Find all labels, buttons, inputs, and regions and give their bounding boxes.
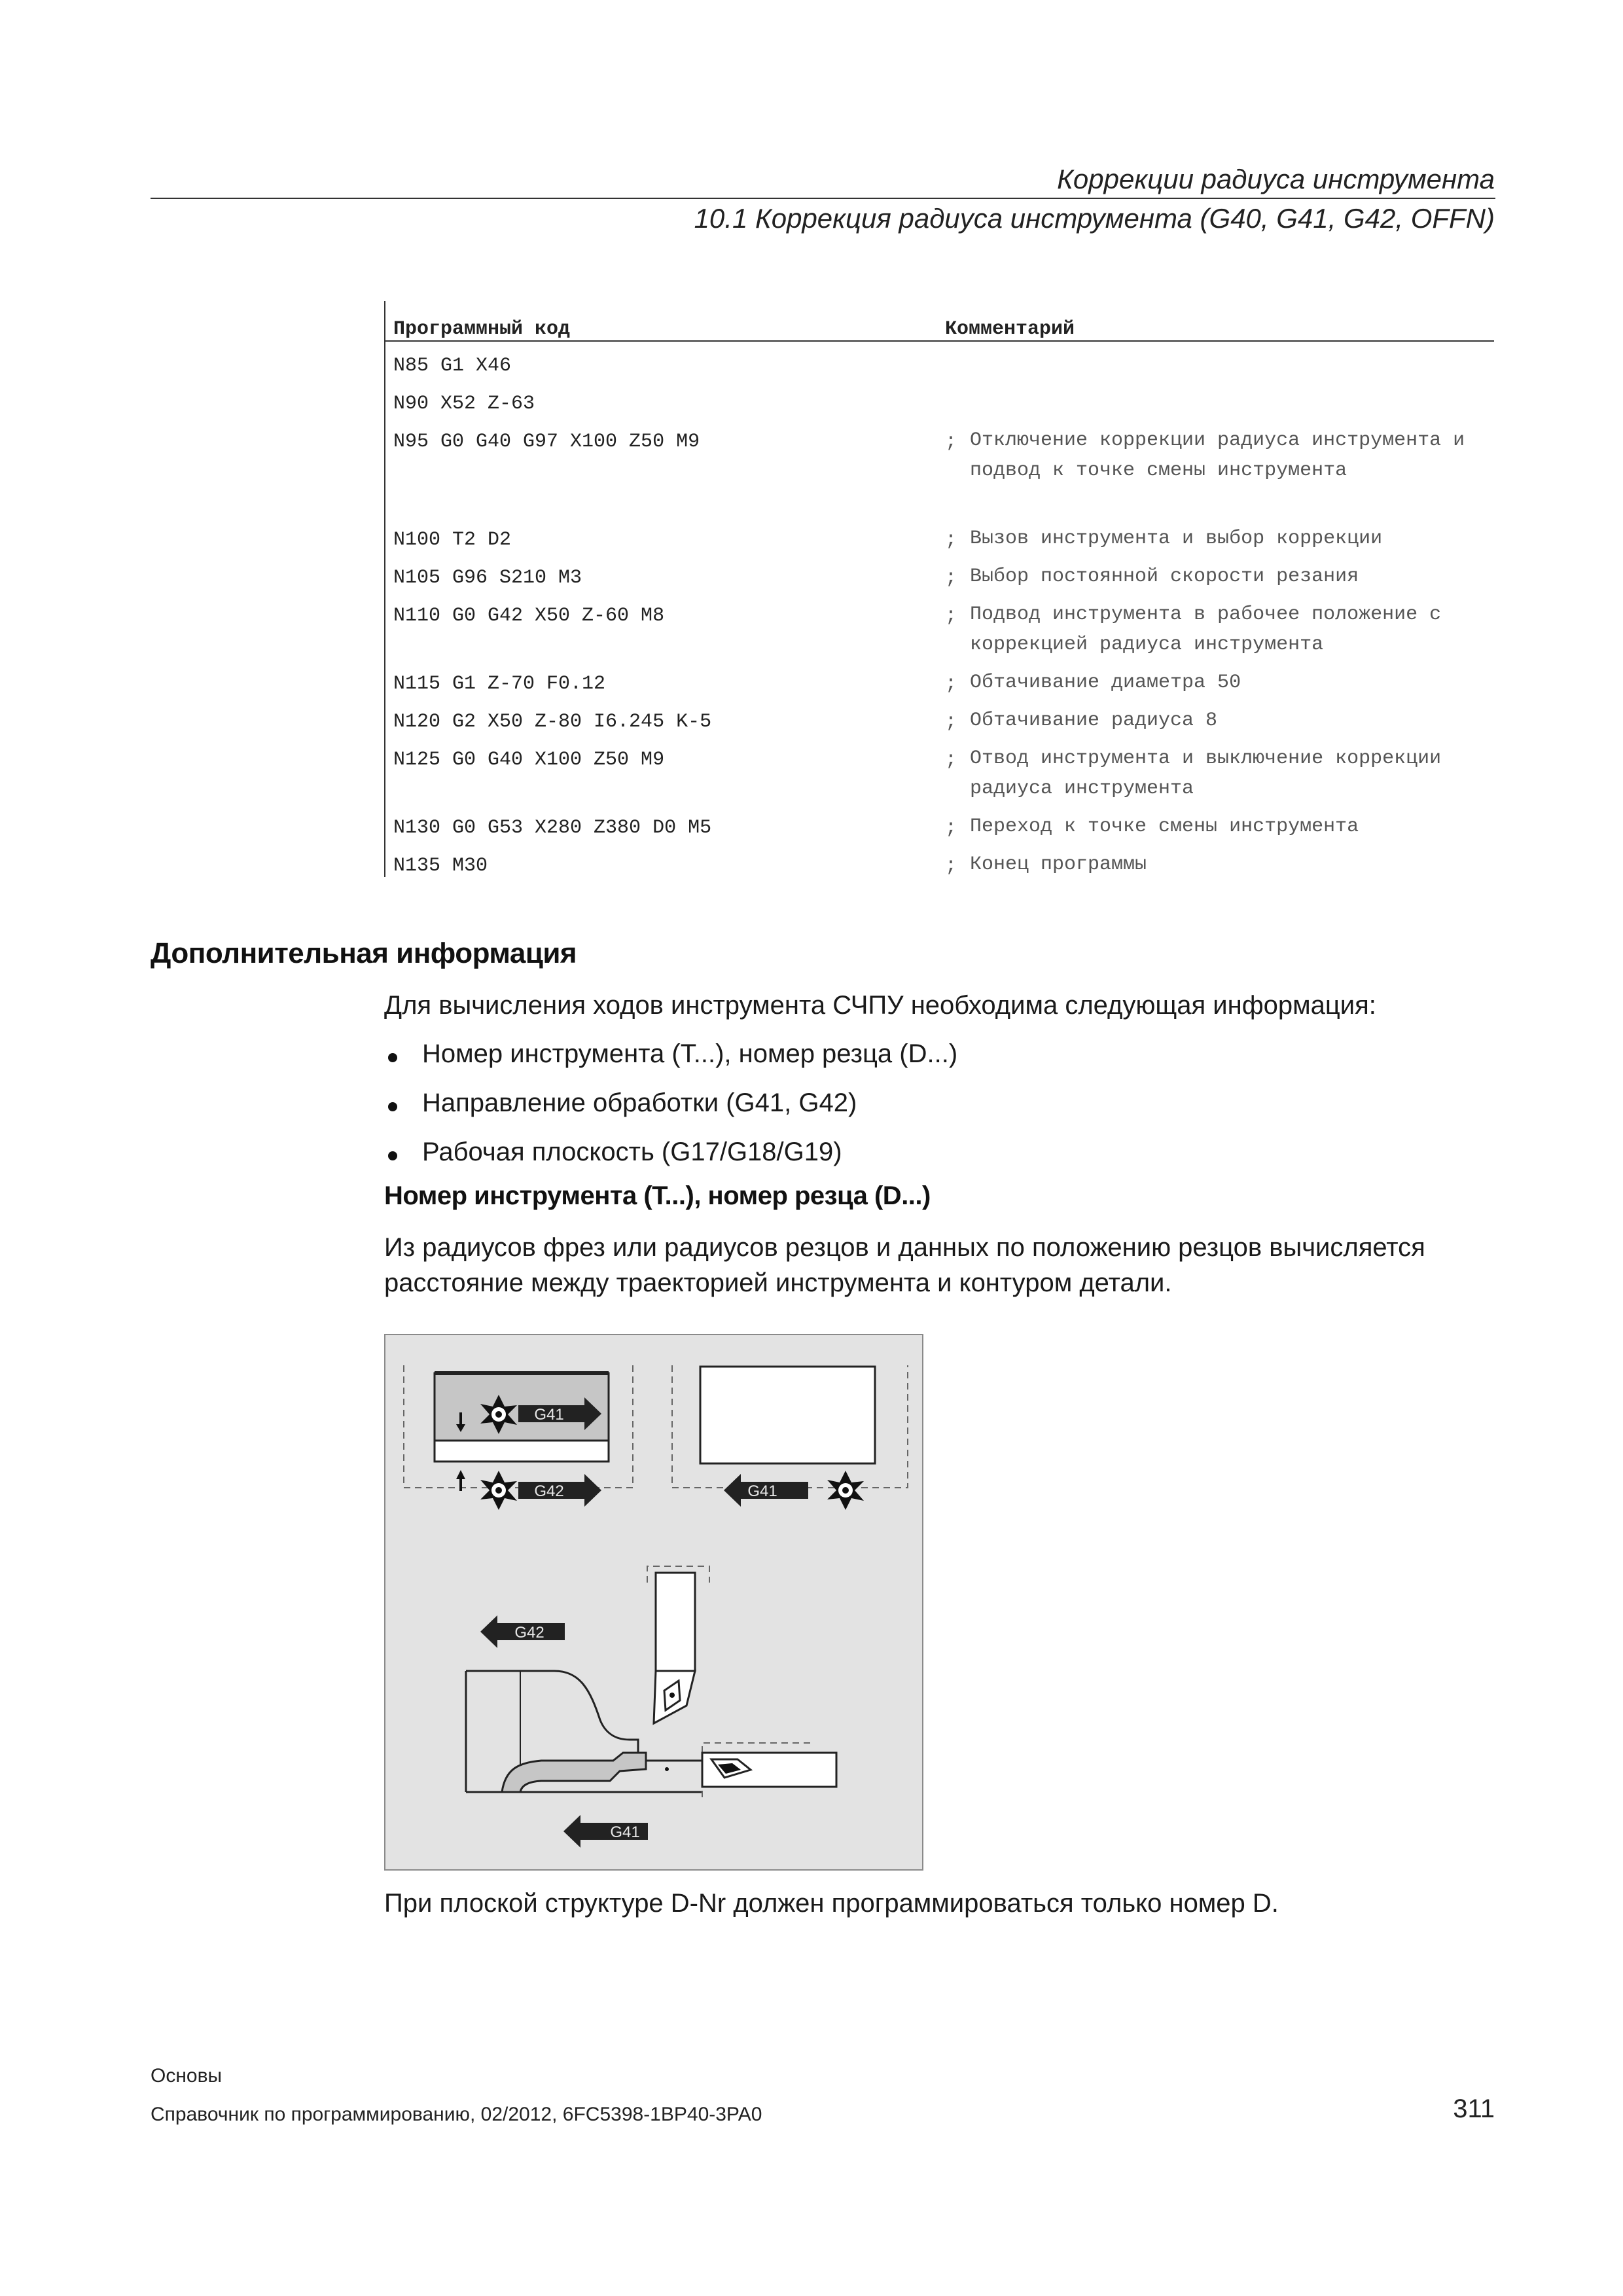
page-number: 311: [1453, 2094, 1495, 2123]
label-g42: G42: [534, 1482, 564, 1500]
figure-svg: [384, 1334, 923, 1871]
table-row: N120 G2 X50 Z-80 I6.245 K-5 ; Обтачивание радиуса 8: [384, 711, 1494, 749]
milling-left-group: [404, 1365, 633, 1510]
code-cell: N125 G0 G40 X100 Z50 M9: [393, 749, 665, 771]
footer-reference: Справочник по программированию, 02/2012, 6FC5398-1BP40-3PA0: [151, 2104, 762, 2125]
bullet-dot: [388, 1053, 397, 1062]
label-g41: G41: [534, 1406, 564, 1424]
bullet-item: Рабочая плоскость (G17/G18/G19): [422, 1138, 842, 1166]
milling-right-group: [672, 1365, 908, 1510]
comment-cell: Отключение коррекции радиуса инструмента и подвод к точке смены инструмента: [970, 429, 1465, 482]
section-title: 10.1 Коррекция радиуса инструмента (G40, G41, G42, OFFN): [694, 203, 1495, 234]
code-cell: N85 G1 X46: [393, 355, 512, 377]
comment-cell: Обтачивание радиуса 8: [970, 709, 1218, 732]
header-rule: [151, 198, 1495, 199]
comment-cell: Переход к точке смены инструмента: [970, 816, 1359, 838]
code-cell: N130 G0 G53 X280 Z380 D0 M5: [393, 817, 712, 839]
table-row: N135 M30 ; Конец программы: [384, 855, 1494, 893]
comment-cell: Обтачивание диаметра 50: [970, 672, 1241, 694]
code-cell: N105 G96 S210 M3: [393, 567, 582, 589]
comment-cell: Выбор постоянной скорости резания: [970, 565, 1359, 588]
bullet-item: Номер инструмента (T...), номер резца (D...): [422, 1039, 958, 1068]
comment-cell: Подвод инструмента в рабочее положение с коррекцией радиуса инструмента: [970, 603, 1442, 656]
label-g41: G41: [610, 1823, 640, 1841]
table-row: [384, 355, 1494, 393]
table-row: N130 G0 G53 X280 Z380 D0 M5 ; Переход к точке смены инструмента: [384, 817, 1494, 855]
code-cell: N90 X52 Z-63: [393, 393, 535, 415]
intro-text: Для вычисления ходов инструмента СЧПУ необходима следующая информация:: [384, 991, 1376, 1020]
comment-cell: Вызов инструмента и выбор коррекции: [970, 528, 1383, 550]
section-heading: Дополнительная информация: [151, 937, 577, 969]
table-row: N105 G96 S210 M3 ; Выбор постоянной скорости резания: [384, 567, 1494, 605]
column-header-comment: Комментарий: [945, 318, 1075, 340]
code-cell: N95 G0 G40 G97 X100 Z50 M9: [393, 431, 700, 453]
note-text: При плоской структуре D-Nr должен программироваться только номер D.: [384, 1889, 1279, 1918]
table-row: N115 G1 Z-70 F0.12 ; Обтачивание диаметра 50: [384, 673, 1494, 711]
comment-cell: Конец программы: [970, 853, 1147, 876]
code-cell: N115 G1 Z-70 F0.12: [393, 673, 606, 695]
subsection-heading: Номер инструмента (T...), номер резца (D...): [384, 1181, 931, 1210]
code-cell: N100 T2 D2: [393, 529, 512, 551]
bullet-item: Направление обработки (G41, G42): [422, 1088, 857, 1117]
tool-radius-figure: [384, 1334, 923, 1871]
table-row: N95 G0 G40 G97 X100 Z50 M9 ; Отключение коррекции радиуса инструмента и подвод к точке смены инструмента: [384, 431, 1494, 529]
table-row: N100 T2 D2 ; Вызов инструмента и выбор коррекции: [384, 529, 1494, 567]
footer-book: Основы: [151, 2065, 223, 2087]
paragraph-line: расстояние между траекторией инструмента и контуром детали.: [384, 1268, 1172, 1297]
chapter-title: Коррекции радиуса инструмента: [1057, 164, 1495, 194]
comment-cell: Отвод инструмента и выключение коррекции радиуса инструмента: [970, 747, 1442, 800]
code-table: [384, 301, 1494, 893]
label-g42: G42: [514, 1624, 544, 1641]
code-cell: N120 G2 X50 Z-80 I6.245 K-5: [393, 711, 712, 733]
table-row: N125 G0 G40 X100 Z50 M9 ; Отвод инструмента и выключение коррекции радиуса инструмента: [384, 749, 1494, 817]
bullet-dot: [388, 1151, 397, 1160]
label-g41: G41: [747, 1482, 777, 1500]
table-row: N110 G0 G42 X50 Z-60 M8 ; Подвод инструмента в рабочее положение с коррекцией радиуса инструмента: [384, 605, 1494, 673]
bullet-dot: [388, 1102, 397, 1111]
code-cell: N135 M30: [393, 855, 488, 877]
paragraph-line: Из радиусов фрез или радиусов резцов и данных по положению резцов вычисляется: [384, 1233, 1425, 1262]
column-header-code: Программный код: [393, 318, 571, 340]
table-header: [384, 301, 1494, 342]
code-cell: N110 G0 G42 X50 Z-60 M8: [393, 605, 665, 627]
